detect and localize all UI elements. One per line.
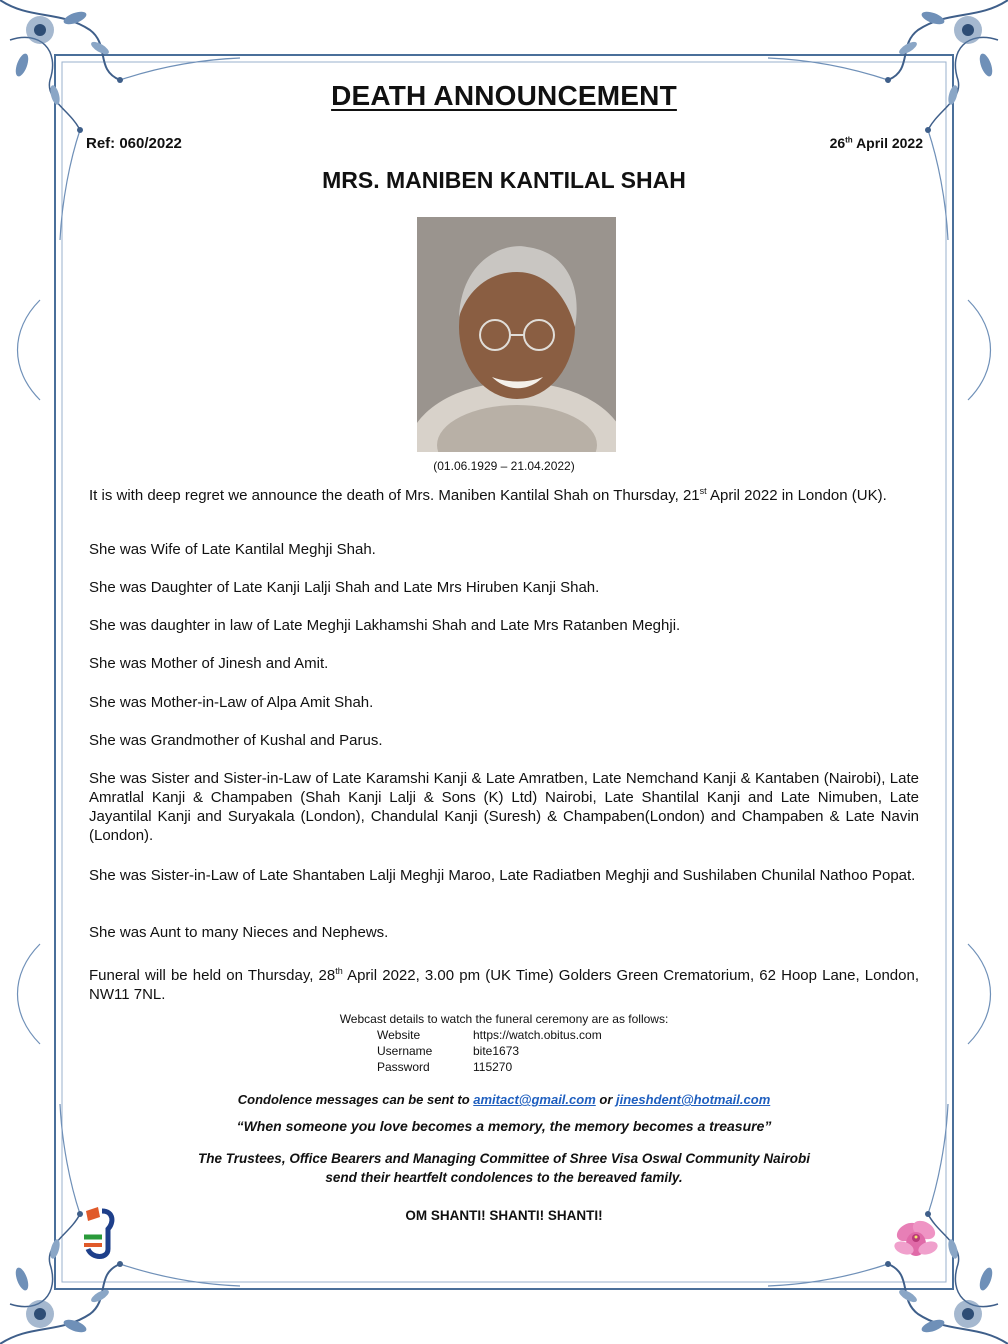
relation-mother-in-law: She was Mother-in-Law of Alpa Amit Shah. (89, 694, 374, 711)
email-link-jinesh[interactable]: jineshdent@hotmail.com (616, 1092, 771, 1107)
reference-number: Ref: 060/2022 (86, 135, 182, 152)
relation-aunt: She was Aunt to many Nieces and Nephews. (89, 924, 389, 941)
memorial-quote: “When someone you love becomes a memory, the memory becomes a treasure” (236, 1118, 772, 1134)
life-dates: (01.06.1929 – 21.04.2022) (433, 459, 575, 473)
announcement-paragraph: It is with deep regret we announce the death of Mrs. Maniben Kantilal Shah on Thursday, 21st April 2022 in London (UK). (89, 486, 887, 504)
webcast-password-row: Password 115270 (377, 1060, 513, 1074)
community-logo-icon (80, 1203, 120, 1261)
relation-sister: She was Sister and Sister-in-Law of Late Karamshi Kanji & Late Amratben, Late Nemchand Kanji & Kantaben (Nairobi), Late Amratlal Kanji & Champaben (Shah Kanji Lalji & Sons (K) Ltd) Nairobi, Late Shantilal Kanji and Late Nimuben, Late Jayantilal Kanji and Suryakala (London), Chandulal Kanji (Suresh) & Champaben(London) and Champaben & Late Navin (London). (89, 770, 919, 844)
webcast-username-row: Username bite1673 (377, 1044, 520, 1058)
deceased-name: MRS. MANIBEN KANTILAL SHAH (322, 167, 686, 193)
relation-daughter-in-law: She was daughter in law of Late Meghji Lakhamshi Shah and Late Mrs Ratanben Meghji. (89, 617, 681, 634)
relation-wife: She was Wife of Late Kantilal Meghji Shah. (89, 541, 376, 558)
trustees-message-line2: send their heartfelt condolences to the bereaved family. (325, 1170, 683, 1185)
funeral-details: Funeral will be held on Thursday, 28th April 2022, 3.00 pm (UK Time) Golders Green Crematorium, 62 Hoop Lane, London, NW11 7NL. (89, 966, 920, 1003)
relation-grandmother: She was Grandmother of Kushal and Parus. (89, 732, 383, 749)
relation-daughter: She was Daughter of Late Kanji Lalji Shah and Late Mrs Hiruben Kanji Shah. (89, 579, 600, 596)
page-title: DEATH ANNOUNCEMENT (331, 80, 677, 111)
relation-sister-in-law: She was Sister-in-Law of Late Shantaben Lalji Meghji Maroo, Late Radiatben Meghji and Sushilaben Chunilal Nathoo Popat. (89, 867, 916, 884)
announcement-date: 26th April 2022 (829, 135, 923, 151)
condolence-line: Condolence messages can be sent to amitact@gmail.com or jineshdent@hotmail.com (237, 1092, 771, 1107)
relation-mother: She was Mother of Jinesh and Amit. (89, 655, 329, 672)
om-shanti: OM SHANTI! SHANTI! SHANTI! (405, 1208, 603, 1223)
orchid-flower-icon (888, 1210, 944, 1262)
email-link-amit[interactable]: amitact@gmail.com (473, 1092, 596, 1107)
webcast-intro: Webcast details to watch the funeral ceremony are as follows: (339, 1012, 669, 1026)
webcast-website-row: Website https://watch.obitus.com (377, 1028, 602, 1042)
portrait-photo (417, 217, 616, 452)
trustees-message-line1: The Trustees, Office Bearers and Managing Committee of Shree Visa Oswal Community Nairobi (198, 1151, 810, 1166)
